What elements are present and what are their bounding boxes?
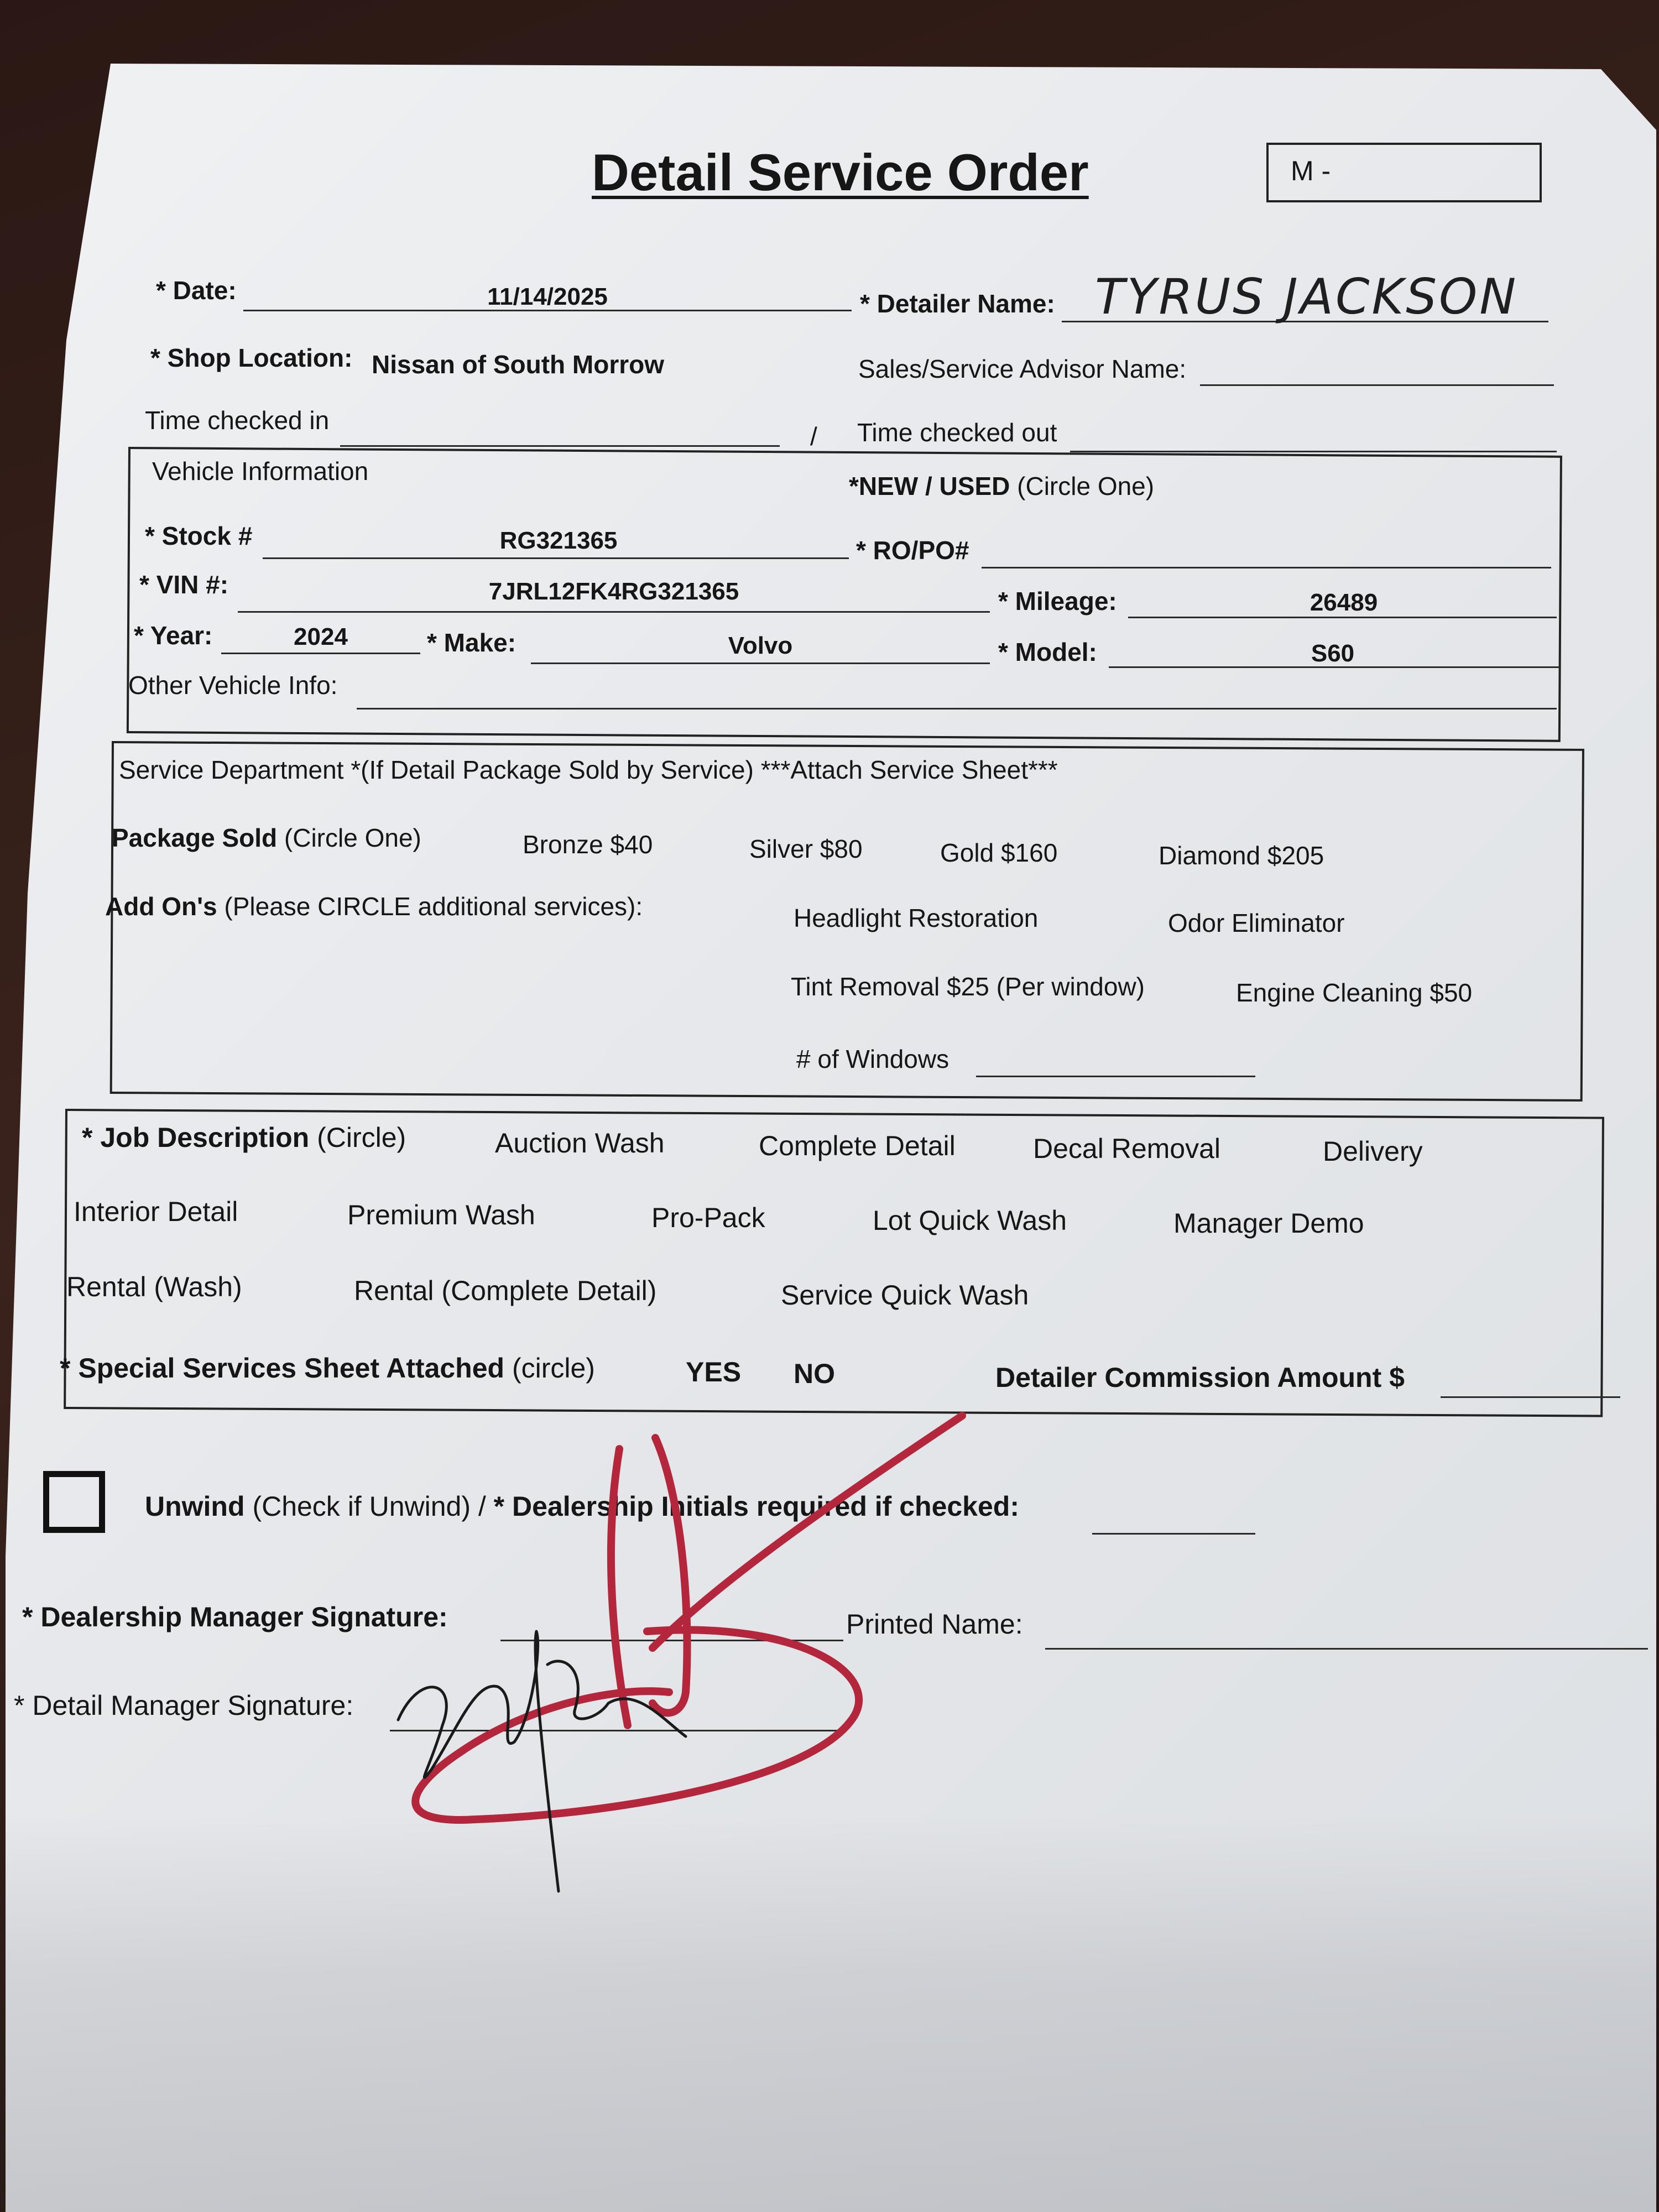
package-diamond[interactable]: Diamond $205	[1159, 841, 1324, 870]
unwind-bold: Unwind	[145, 1491, 245, 1522]
vin-value[interactable]: 7JRL12FK4RG321365	[488, 578, 739, 605]
stock-value[interactable]: RG321365	[499, 527, 618, 554]
form-title: Detail Service Order	[592, 143, 1089, 201]
red-signature-stroke	[415, 1416, 962, 1820]
package-silver[interactable]: Silver $80	[749, 834, 863, 863]
time-in-label: Time checked in	[145, 406, 330, 435]
dealership-manager-signature-label: * Dealership Manager Signature:	[22, 1601, 448, 1632]
shop-location-label: * Shop Location:	[150, 343, 353, 372]
special-services-note: (circle)	[512, 1353, 595, 1384]
job-pro-pack[interactable]: Pro-Pack	[651, 1202, 765, 1233]
special-services-yes[interactable]: YES	[686, 1357, 742, 1387]
job-manager-demo[interactable]: Manager Demo	[1173, 1208, 1364, 1239]
job-complete-detail[interactable]: Complete Detail	[759, 1130, 956, 1161]
stock-label: * Stock #	[145, 521, 253, 550]
make-label: * Make:	[427, 628, 517, 657]
unwind-initials-label: * Dealership Initials required if checked:	[493, 1491, 1019, 1522]
make-value[interactable]: Volvo	[728, 632, 793, 659]
year-label: * Year:	[134, 621, 213, 650]
addons-bold: Add On's	[105, 892, 217, 921]
job-premium-wash[interactable]: Premium Wash	[347, 1199, 535, 1230]
service-department-header: Service Department *(If Detail Package Sold by Service) ***Attach Service Sheet***	[119, 755, 1058, 784]
detailer-name-handwritten[interactable]: TYRUS JACKSON	[1095, 268, 1519, 325]
job-delivery[interactable]: Delivery	[1323, 1136, 1423, 1167]
year-value[interactable]: 2024	[294, 623, 348, 650]
job-decal-removal[interactable]: Decal Removal	[1033, 1133, 1221, 1164]
new-used-note: (Circle One)	[1017, 472, 1155, 500]
addon-odor-eliminator[interactable]: Odor Eliminator	[1168, 909, 1345, 937]
model-value[interactable]: S60	[1311, 640, 1355, 667]
special-services-bold: * Special Services Sheet Attached	[60, 1353, 505, 1384]
package-sold-bold: Package Sold	[112, 823, 278, 852]
time-out-label: Time checked out	[857, 418, 1057, 447]
job-service-quick-wash[interactable]: Service Quick Wash	[781, 1280, 1029, 1311]
job-description-bold: * Job Description	[82, 1122, 310, 1153]
printed-name-label: Printed Name:	[846, 1609, 1023, 1640]
unwind-note: (Check if Unwind) /	[252, 1491, 494, 1522]
package-bronze[interactable]: Bronze $40	[523, 830, 653, 859]
ro-po-label: * RO/PO#	[856, 536, 969, 565]
commission-label: Detailer Commission Amount $	[995, 1362, 1405, 1393]
mileage-label: * Mileage:	[998, 587, 1117, 615]
windows-count-label: # of Windows	[796, 1045, 950, 1073]
job-rental-wash[interactable]: Rental (Wash)	[66, 1271, 242, 1302]
job-auction-wash[interactable]: Auction Wash	[495, 1128, 665, 1159]
job-rental-complete-detail[interactable]: Rental (Complete Detail)	[354, 1275, 657, 1306]
advisor-name-label: Sales/Service Advisor Name:	[858, 354, 1187, 383]
job-interior-detail[interactable]: Interior Detail	[74, 1196, 238, 1227]
job-lot-quick-wash[interactable]: Lot Quick Wash	[873, 1205, 1067, 1236]
date-label: * Date:	[156, 276, 237, 305]
shop-location-value[interactable]: Nissan of South Morrow	[372, 350, 664, 379]
other-vehicle-info-label: Other Vehicle Info:	[128, 671, 338, 700]
addon-headlight-restoration[interactable]: Headlight Restoration	[794, 904, 1039, 932]
mileage-value[interactable]: 26489	[1310, 589, 1378, 616]
addon-engine-cleaning[interactable]: Engine Cleaning $50	[1236, 978, 1473, 1007]
special-services-no[interactable]: NO	[794, 1358, 835, 1389]
vin-label: * VIN #:	[139, 570, 229, 599]
vehicle-info-label: Vehicle Information	[152, 457, 369, 486]
detail-manager-signature-label: * Detail Manager Signature:	[14, 1690, 354, 1721]
addons-note: (Please CIRCLE additional services):	[224, 892, 643, 921]
detailer-name-label: * Detailer Name:	[860, 289, 1055, 318]
package-gold[interactable]: Gold $160	[940, 838, 1058, 867]
job-description-note: (Circle)	[317, 1122, 406, 1153]
new-used-label: *NEW / USED	[849, 472, 1010, 500]
time-slash: /	[810, 422, 817, 451]
m-number-label: M -	[1291, 155, 1331, 186]
addon-tint-removal[interactable]: Tint Removal $25 (Per window)	[791, 972, 1145, 1001]
date-value[interactable]: 11/14/2025	[487, 283, 608, 310]
model-label: * Model:	[998, 638, 1097, 666]
package-sold-note: (Circle One)	[284, 823, 421, 852]
